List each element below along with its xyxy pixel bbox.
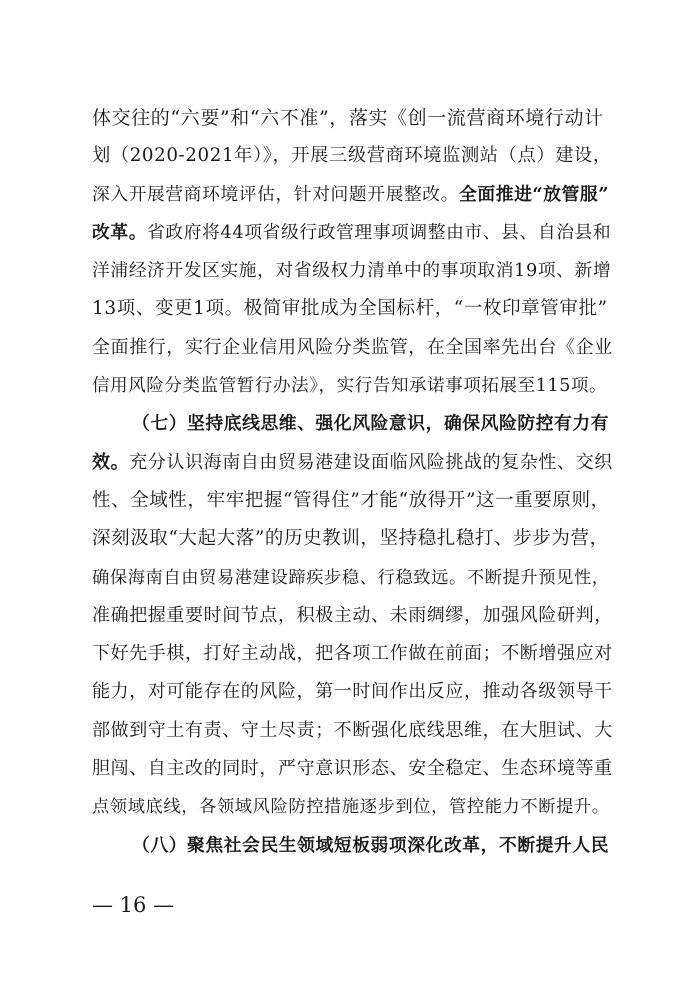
text-line — [92, 290, 613, 328]
body-text — [92, 99, 613, 865]
text-line — [92, 367, 613, 405]
text-line — [92, 520, 613, 558]
text-run: 13项、变更1项。极简审批成为全国标杆，“一枚印章管审批” — [92, 298, 608, 320]
text-run: 准确把握重要时间节点，积极主动、未雨绸缪，加强风险研判， — [92, 604, 613, 626]
page-number: — 16 — — [92, 893, 175, 917]
text-run: 下好先手棋，打好主动战，把各项工作做在前面；不断增强应对 — [92, 643, 613, 665]
text-run: 信用风险分类监管暂行办法》，实行告知承诺事项拓展至115项。 — [92, 376, 608, 397]
text-run: 省政府将44项省级行政管理事项调整由市、县、自治县和 — [147, 222, 612, 243]
text-line — [92, 176, 613, 214]
text-run: 充分认识海南自由贸易港建设面临风险挑战的复杂性、交织 — [129, 451, 613, 473]
text-run: 部做到守土有责、守土尽责；不断强化底线思维，在大胆试、大 — [92, 719, 613, 741]
text-line — [92, 597, 613, 635]
text-run: 全面推行，实行企业信用风险分类监管，在全国率先出台《企业 — [92, 336, 613, 358]
text-line — [92, 137, 613, 175]
text-line — [92, 482, 613, 520]
bold-text-run: （八）聚焦社会民生领域短板弱项深化改革，不断提升人民 — [132, 834, 610, 856]
text-line — [92, 788, 613, 826]
text-line — [92, 214, 613, 252]
text-line — [92, 329, 613, 367]
text-line — [92, 252, 613, 290]
text-run: 深入开展营商环境评估，针对问题开展整改。 — [92, 184, 460, 205]
text-run: 划（2020-2021年）》，开展三级营商环境监测站（点）建设， — [92, 145, 612, 167]
section-heading-line — [92, 405, 613, 443]
bold-text-run: （七）坚持底线思维、强化风险意识，确保风险防控有力有 — [132, 413, 610, 435]
text-run: 能力，对可能存在的风险，第一时间作出反应，推动各级领导干 — [92, 681, 613, 703]
text-run: 性、全域性，牢牢把握“管得住”才能“放得开”这一重要原则， — [92, 489, 610, 511]
text-run: 体交往的“六要”和“六不准”，落实《创一流营商环境行动计 — [92, 107, 604, 129]
text-line — [92, 444, 613, 482]
text-run: 胆闯、自主改的同时，严守意识形态、安全稳定、生态环境等重 — [92, 758, 613, 780]
text-line — [92, 750, 613, 788]
bold-text-run: 效。 — [92, 451, 130, 473]
section-heading-line — [92, 827, 613, 865]
text-run: 洋浦经济开发区实施，对省级权力清单中的事项取消19项、新增 — [92, 261, 612, 282]
bold-text-run: 全面推进“放管服” — [459, 183, 610, 205]
text-line — [92, 635, 613, 673]
text-line — [92, 99, 613, 137]
text-line — [92, 559, 613, 597]
text-line — [92, 673, 613, 711]
text-run: 确保海南自由贸易港建设蹄疾步稳、行稳致远。不断提升预见性， — [92, 567, 610, 588]
bold-text-run: 改革。 — [92, 221, 148, 243]
text-run: 深刻汲取“大起大落”的历史教训，坚持稳扎稳打、步步为营， — [92, 528, 609, 550]
text-run: 点领域底线，各领域风险防控措施逐步到位，管控能力不断提升。 — [92, 797, 610, 818]
text-line — [92, 712, 613, 750]
